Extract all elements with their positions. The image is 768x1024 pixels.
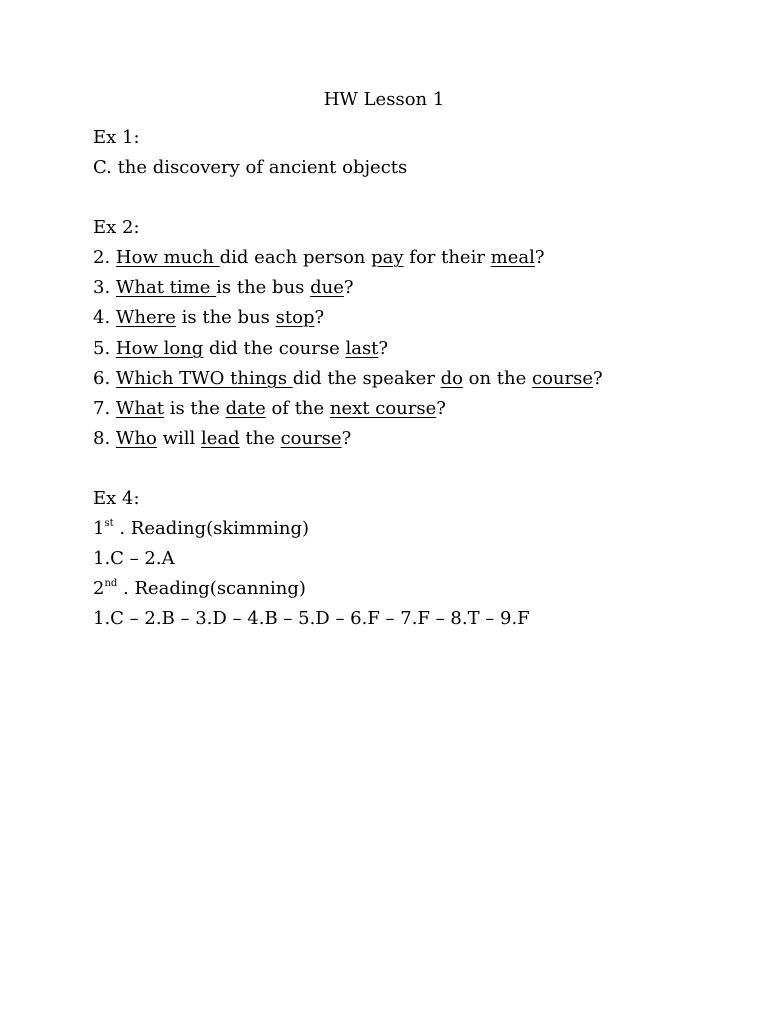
question-number: 4. (93, 307, 116, 328)
ordinal-suffix: st (104, 518, 114, 529)
part-number: 2 (93, 578, 105, 599)
question-text: ? (314, 307, 325, 328)
question-text: is the bus (216, 277, 311, 298)
question-number: 7. (93, 398, 116, 419)
underlined-keyword: Which TWO things (115, 368, 293, 389)
question-text: ? (534, 247, 545, 268)
part-label: . Reading(skimming) (113, 518, 310, 539)
underlined-keyword: What (115, 398, 164, 419)
ex2-question-7 (93, 396, 446, 422)
question-text: of the (265, 398, 330, 419)
page-title: HW Lesson 1 (323, 89, 445, 110)
underlined-keyword: What time (115, 277, 217, 298)
underlined-keyword: last (345, 338, 379, 359)
ex4-part2-answers: 1.C – 2.B – 3.D – 4.B – 5.D – 6.F – 7.F – 8.T – 9.F (93, 608, 530, 629)
part-number: 1 (93, 518, 105, 539)
ex2-question-3 (93, 275, 354, 301)
underlined-keyword: stop (275, 307, 315, 328)
question-text: ? (343, 277, 354, 298)
ex1-heading: Ex 1: (93, 127, 140, 148)
question-text: ? (378, 338, 389, 359)
ex4-heading: Ex 4: (93, 488, 140, 509)
question-text: ? (593, 368, 603, 389)
ex4-part1-heading (93, 516, 309, 545)
question-text: for their (403, 247, 491, 268)
underlined-keyword: How much (115, 247, 220, 268)
underlined-keyword: lead (200, 428, 240, 449)
ex4-part1-answers: 1.C – 2.A (93, 548, 175, 569)
question-text: is the bus (175, 307, 276, 328)
underlined-keyword: meal (490, 247, 535, 268)
underlined-keyword: do (440, 368, 463, 389)
underlined-keyword: Where (115, 307, 176, 328)
ex2-question-5 (93, 336, 388, 362)
underlined-keyword: pay (371, 247, 404, 268)
question-text: will (156, 428, 201, 449)
question-text: did the speaker (292, 368, 441, 389)
question-number: 5. (93, 338, 116, 359)
ex2-heading: Ex 2: (93, 217, 140, 238)
underlined-keyword: next course (329, 398, 437, 419)
ex2-question-4 (93, 305, 324, 331)
underlined-keyword: due (310, 277, 344, 298)
question-number: 2. (93, 247, 116, 268)
question-text: ? (341, 428, 352, 449)
question-text: ? (436, 398, 446, 419)
question-number: 6. (93, 368, 116, 389)
ex1-answer: C. the discovery of ancient objects (93, 157, 408, 178)
question-text: is the (163, 398, 226, 419)
underlined-keyword: course (280, 428, 342, 449)
question-number: 8. (93, 428, 116, 449)
ex4-part2-heading (93, 576, 306, 605)
question-number: 3. (93, 277, 116, 298)
question-text: did the course (203, 338, 346, 359)
underlined-keyword: How long (115, 338, 204, 359)
underlined-keyword: Who (115, 428, 157, 449)
question-text: did each person (219, 247, 372, 268)
ex2-question-6 (93, 366, 603, 392)
question-text: the (239, 428, 281, 449)
ordinal-suffix: nd (104, 578, 118, 589)
underlined-keyword: course (532, 368, 594, 389)
ex2-question-2 (93, 245, 545, 271)
question-text: on the (462, 368, 532, 389)
underlined-keyword: date (225, 398, 266, 419)
ex2-question-8 (93, 426, 351, 452)
part-label: . Reading(scanning) (117, 578, 306, 599)
